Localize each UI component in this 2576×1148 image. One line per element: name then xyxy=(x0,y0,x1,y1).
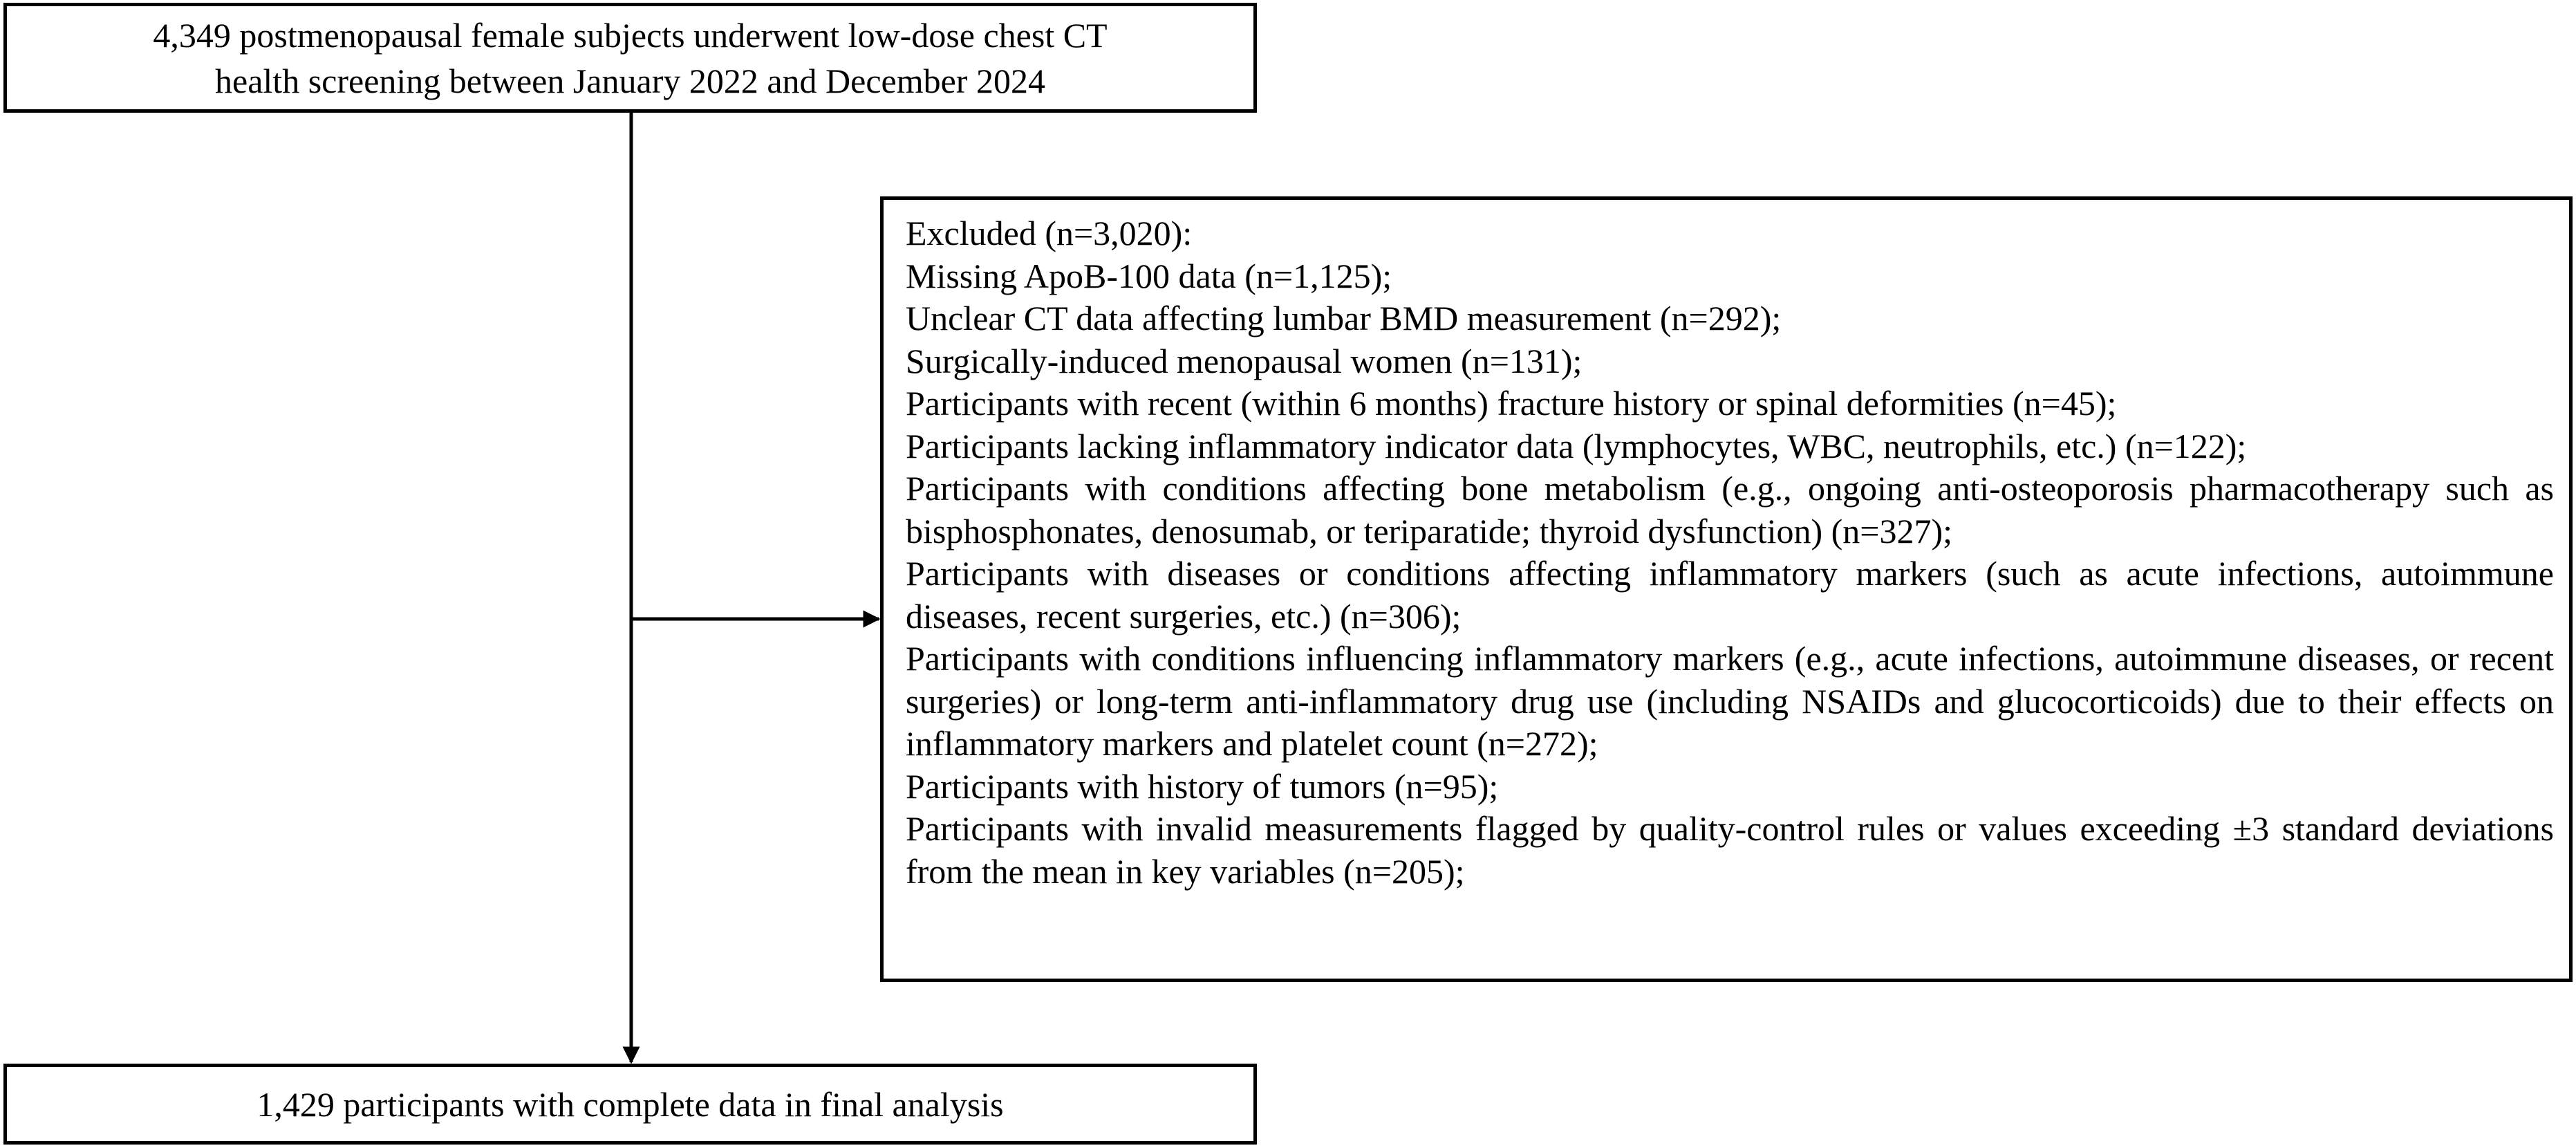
exclusion-item: Participants with history of tumors (n=95); xyxy=(906,766,1499,806)
exclusion-box xyxy=(880,196,2573,982)
exclusion-item: Participants with diseases or conditions affecting inflammatory markers (such as acute infections, autoimmune diseases, recent surgeries, etc.) (n=306); xyxy=(906,554,2554,636)
exclusion-item: Participants with invalid measurements flagged by quality-control rules or values exceeding ±3 standard deviations from the mean in key variables (n=205); xyxy=(906,809,2554,891)
enrollment-text-line-2: health screening between January 2022 and December 2024 xyxy=(215,61,1045,100)
exclusion-item: Unclear CT data affecting lumbar BMD measurement (n=292); xyxy=(906,299,1782,337)
final-analysis-box xyxy=(3,1064,1257,1145)
exclusion-item: Participants with recent (within 6 months) fracture history or spinal deformities (n=45); xyxy=(906,384,2117,423)
enrollment-box xyxy=(3,3,1257,113)
final-analysis-text: 1,429 participants with complete data in final analysis xyxy=(256,1084,1004,1124)
exclusion-header: Excluded (n=3,020): xyxy=(906,214,1193,252)
exclusion-item: Participants with conditions influencing inflammatory markers (e.g., acute infections, autoimmune diseases, or recent surgeries) or long-term anti-inflammatory drug use (including NSAIDs and glucocorticoids) due to their effects on inflammatory markers and platelet count (n=272); xyxy=(906,639,2554,763)
exclusion-item: Participants lacking inflammatory indicator data (lymphocytes, WBC, neutrophils, etc.) (n=122); xyxy=(906,426,2247,465)
exclusion-item: Participants with conditions affecting bone metabolism (e.g., ongoing anti-osteoporosis pharmacotherapy such as bisphosphonates, denosumab, or teriparatide; thyroid dysfunction) (n=327); xyxy=(906,469,2554,550)
exclusion-item: Surgically-induced menopausal women (n=131); xyxy=(906,341,1583,380)
enrollment-text-line-1: 4,349 postmenopausal female subjects underwent low-dose chest CT xyxy=(153,15,1108,55)
exclusion-item: Missing ApoB-100 data (n=1,125); xyxy=(906,256,1392,295)
